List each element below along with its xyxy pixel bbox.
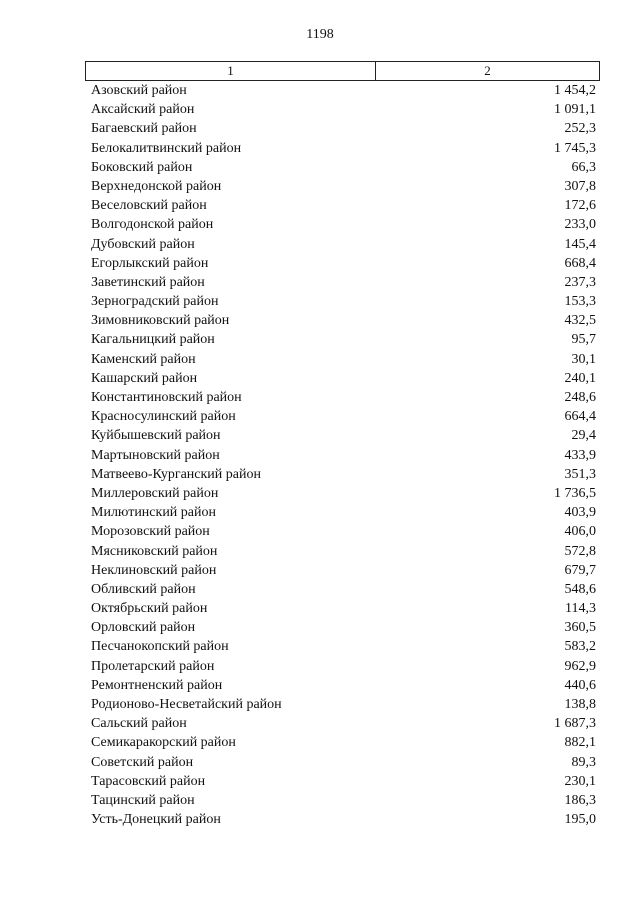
table-row: [91, 81, 596, 100]
district-name: Зерноградский район: [91, 294, 219, 310]
district-name: Родионово-Несветайский район: [91, 697, 282, 712]
district-value: 186,3: [564, 792, 596, 808]
district-name: Волгодонской район: [91, 217, 214, 233]
district-value: 195,0: [564, 812, 596, 828]
table-row: [91, 292, 596, 311]
district-name: Милютинский район: [91, 505, 217, 521]
district-name: Тарасовский район: [91, 773, 206, 789]
district-value: 1 454,2: [554, 83, 596, 98]
district-value: 664,4: [564, 409, 596, 425]
district-name: Сальский район: [91, 716, 187, 732]
district-name: Кашарский район: [91, 370, 198, 386]
district-value: 1 736,5: [554, 485, 596, 501]
district-value: 307,8: [564, 178, 596, 194]
district-value: 252,3: [564, 121, 596, 137]
page-number: 1198: [306, 27, 334, 42]
table-row: [91, 695, 596, 714]
district-value: 1 091,1: [554, 102, 596, 118]
district-name: Усть-Донецкий район: [91, 812, 221, 828]
district-value: 89,3: [571, 754, 596, 770]
table-row: [91, 772, 596, 791]
table-row: [91, 714, 596, 733]
district-value: 440,6: [564, 677, 596, 693]
district-name: Заветинский район: [91, 274, 205, 290]
table-row: [91, 561, 596, 580]
district-value: 29,4: [571, 428, 596, 444]
table-row: [91, 426, 596, 445]
district-name: Белокалитвинский район: [91, 140, 242, 156]
column-header-2: 2: [484, 63, 491, 78]
table-row: [91, 753, 596, 772]
table-row: [91, 311, 596, 330]
table-row: [91, 465, 596, 484]
district-name: Матвеево-Курганский район: [91, 466, 261, 482]
table-row: [91, 446, 596, 465]
district-name: Мясниковский район: [91, 543, 218, 559]
table-row: [91, 791, 596, 810]
district-value: 114,3: [565, 601, 596, 617]
district-name: Верхнедонской район: [91, 178, 222, 194]
table-row: [91, 657, 596, 676]
district-name: Багаевский район: [91, 121, 197, 137]
table-row: [91, 388, 596, 407]
district-value: 172,6: [564, 198, 596, 214]
district-value: 66,3: [571, 159, 596, 175]
table-row: [91, 542, 596, 561]
district-name: Красносулинский район: [91, 409, 236, 425]
district-value: 30,1: [571, 351, 596, 367]
district-value: 1 687,3: [554, 716, 596, 732]
table-row: [91, 637, 596, 656]
district-value: 1 745,3: [554, 140, 596, 156]
table-row: [91, 503, 596, 522]
table-row: [91, 330, 596, 349]
district-name: Дубовский район: [91, 236, 195, 252]
table-row: [91, 350, 596, 369]
table-row: [91, 484, 596, 503]
district-value: 153,3: [564, 294, 596, 310]
table-row: [91, 139, 596, 158]
district-value: 962,9: [564, 658, 596, 674]
district-value: 882,1: [564, 735, 596, 751]
table-row: [91, 369, 596, 388]
table-row: [91, 235, 596, 254]
district-value: 230,1: [564, 773, 596, 789]
district-value: 432,5: [564, 313, 596, 329]
district-value: 95,7: [571, 332, 596, 348]
district-name: Куйбышевский район: [91, 428, 221, 444]
district-name: Егорлыкский район: [91, 255, 209, 271]
table-row: [91, 158, 596, 177]
district-name: Каменский район: [91, 351, 196, 367]
district-value: 406,0: [564, 524, 596, 540]
table-row: [91, 254, 596, 273]
district-value: 240,1: [564, 370, 596, 386]
district-name: Песчанокопский район: [91, 639, 229, 655]
table-row: [91, 215, 596, 234]
table-row: [91, 407, 596, 426]
district-name: Тацинский район: [91, 792, 195, 808]
district-value: 233,0: [564, 217, 596, 233]
district-value: 360,5: [564, 620, 596, 636]
district-value: 433,9: [564, 447, 596, 463]
district-name: Ремонтненский район: [91, 677, 223, 693]
table-row: [91, 580, 596, 599]
district-name: Аксайский район: [91, 102, 195, 118]
district-name: Веселовский район: [91, 198, 207, 214]
table-row: [91, 618, 596, 637]
district-name: Кагальницкий район: [91, 332, 215, 348]
district-value: 679,7: [564, 562, 596, 578]
district-name: Зимовниковский район: [91, 313, 230, 329]
district-name: Пролетарский район: [91, 658, 215, 674]
table-row: [91, 119, 596, 138]
district-value: 145,4: [564, 236, 596, 252]
district-name: Обливский район: [91, 581, 196, 597]
district-value: 248,6: [564, 390, 596, 405]
district-value: 548,6: [564, 581, 596, 597]
district-name: Азовский район: [91, 83, 187, 98]
district-name: Советский район: [91, 754, 194, 770]
district-value: 572,8: [564, 543, 596, 559]
district-name: Морозовский район: [91, 524, 210, 540]
district-name: Мартыновский район: [91, 447, 220, 463]
district-name: Константиновский район: [91, 390, 242, 405]
district-name: Боковский район: [91, 159, 193, 175]
table-row: [91, 196, 596, 215]
district-value: 237,3: [564, 274, 596, 290]
district-value: 668,4: [564, 255, 596, 271]
table-body: [91, 81, 596, 829]
district-value: 351,3: [564, 466, 596, 482]
district-name: Миллеровский район: [91, 485, 219, 501]
table-row: [91, 810, 596, 829]
district-value: 138,8: [564, 697, 596, 712]
table-header: [85, 61, 600, 81]
district-name: Орловский район: [91, 620, 196, 636]
table-row: [91, 100, 596, 119]
district-name: Неклиновский район: [91, 562, 217, 578]
table-row: [91, 676, 596, 695]
district-value: 403,9: [564, 505, 596, 521]
table-row: [91, 522, 596, 541]
district-name: Семикаракорский район: [91, 735, 236, 751]
table-row: [91, 273, 596, 292]
district-value: 583,2: [564, 639, 596, 655]
table-row: [91, 177, 596, 196]
table-row: [91, 599, 596, 618]
table-row: [91, 733, 596, 752]
district-name: Октябрьский район: [91, 601, 208, 617]
column-header-1: 1: [86, 62, 376, 80]
